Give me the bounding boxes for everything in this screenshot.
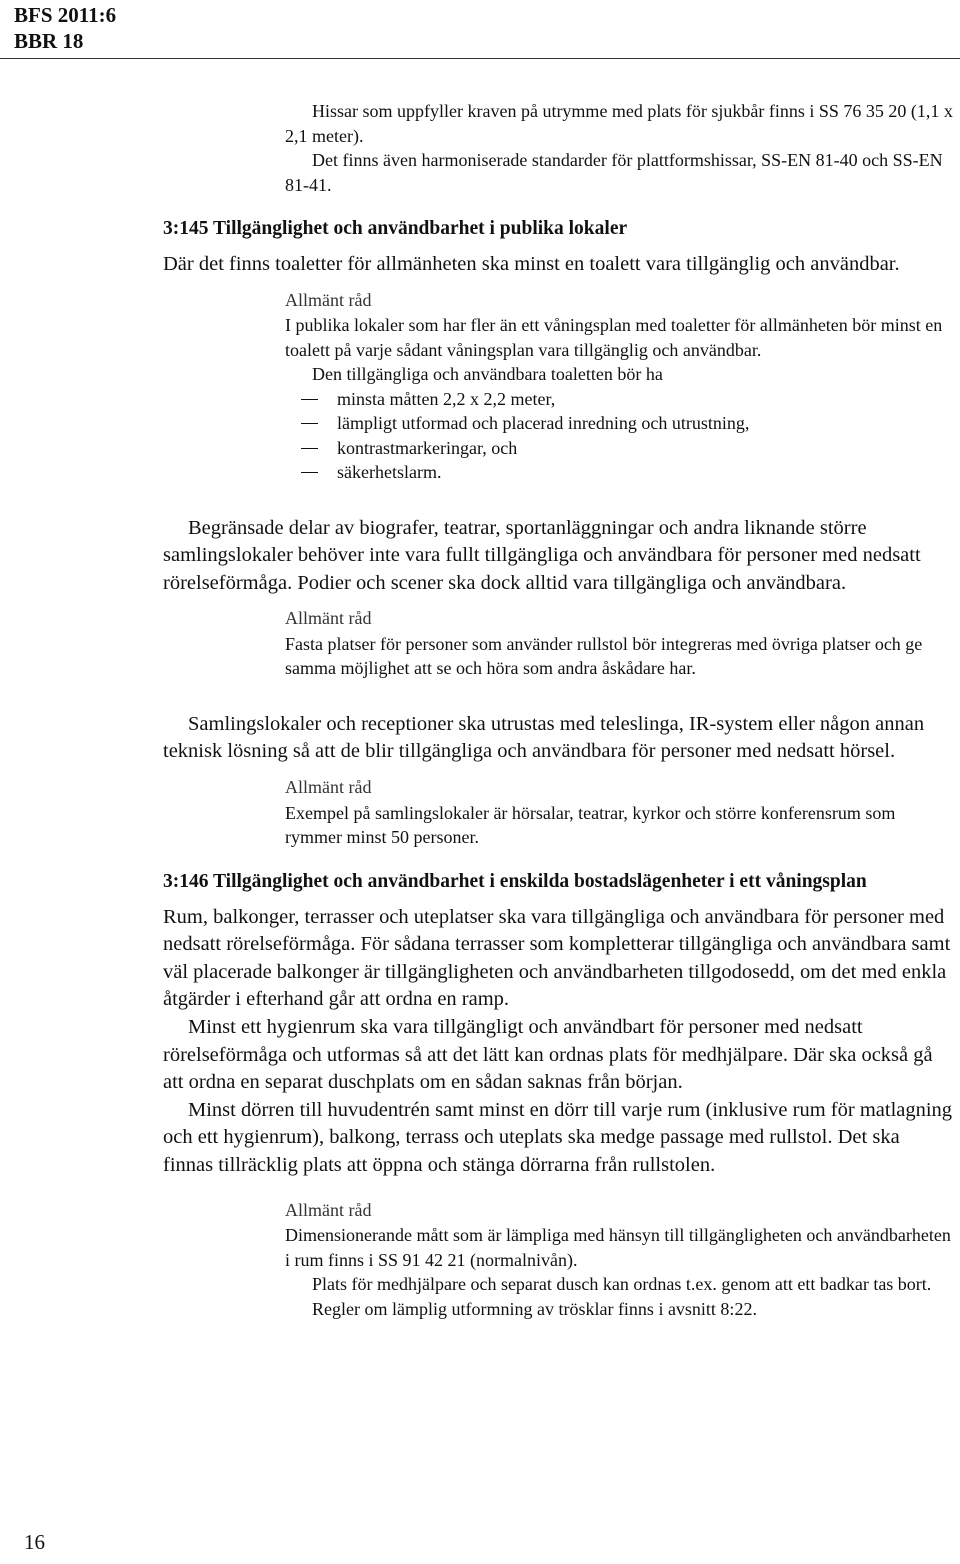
- list-item: minsta måtten 2,2 x 2,2 meter,: [285, 387, 953, 412]
- list-item: säkerhetslarm.: [285, 460, 953, 485]
- rule-paragraph: Rum, balkonger, terrasser och uteplatser ska vara tillgängliga och användbara för personer med nedsatt rörelseförmåga. För sådana terrasser som kompletterar tillgängliga och användbara samt väl placerade balkonger är tillgängligheten och användbarheten tillgodosedd, om det med enkla åtgärder i efterhand går att ordna en ramp.: [163, 905, 951, 1011]
- rule-paragraph: Minst ett hygienrum ska vara tillgängligt och användbart för personer med nedsatt rörelseförmåga och utformas så att det lätt kan ordnas plats för medhjälpare. Där ska också gå att ordna en separat duschplats om en sådan saknas från början.: [163, 1015, 933, 1094]
- section-heading: 3:145 Tillgänglighet och användbarhet i publika lokaler: [163, 218, 628, 239]
- rule-paragraph: Minst dörren till huvudentrén samt minst en dörr till varje rum (inklusive rum för matlagning och ett hygienrum), balkong, terrass och uteplats ska medge passage med rullstol. Det ska finnas tillräcklig plats att öppna och stänga dörrarna från rullstolen.: [163, 1098, 953, 1176]
- header-divider: [0, 58, 960, 59]
- page-content: [163, 99, 953, 1321]
- general-advice: [285, 606, 953, 681]
- rule-block: [163, 515, 953, 598]
- advice-continued: [285, 99, 953, 197]
- advice-paragraph: Dimensionerande mått som är lämpliga med hänsyn till tillgängligheten och användbarheten i rum finns i SS 91 42 21 (normalnivån).: [285, 1225, 951, 1270]
- general-advice: [285, 288, 953, 485]
- requirements-list: [285, 387, 953, 485]
- advice-paragraph: Fasta platser för personer som använder rullstol bör integreras med övriga platser och ge samma möjlighet att se och höra som andra åskådare har.: [285, 633, 923, 679]
- list-item: kontrastmarkeringar, och: [285, 436, 953, 461]
- page-header: [14, 2, 116, 54]
- advice-label: Allmänt råd: [285, 1199, 372, 1220]
- header-edition: BBR 18: [14, 29, 84, 53]
- general-advice: [285, 1198, 953, 1322]
- advice-paragraph: Det finns även harmoniserade standarder för plattformshissar, SS-EN 81-40 och SS-EN 81-41.: [285, 150, 943, 195]
- advice-paragraph: Regler om lämplig utformning av trösklar finns i avsnitt 8:22.: [312, 1298, 757, 1319]
- rule-paragraph: Samlingslokaler och receptioner ska utrustas med teleslinga, IR-system eller någon annan teknisk lösning så att de blir tillgängliga och användbara för personer med nedsatt hörsel.: [163, 712, 925, 763]
- advice-label: Allmänt råd: [285, 608, 372, 629]
- advice-paragraph: Plats för medhjälpare och separat dusch kan ordnas t.ex. genom att ett badkar tas bort.: [312, 1274, 932, 1294]
- header-code: BFS 2011:6: [14, 3, 117, 27]
- general-advice: [285, 775, 953, 850]
- advice-paragraph: Hissar som uppfyller kraven på utrymme med plats för sjukbår finns i SS 76 35 20 (1,1 x 2,1 meter).: [285, 101, 953, 146]
- advice-paragraph: I publika lokaler som har fler än ett våningsplan med toaletter för allmänheten bör minst en toalett på varje sådant våningsplan vara tillgänglig och användbar.: [285, 315, 943, 360]
- section-heading: 3:146 Tillgänglighet och användbarhet i enskilda bostadslägenheter i ett våningsplan: [163, 870, 867, 892]
- rule-block: [163, 711, 953, 766]
- advice-label: Allmänt råd: [285, 289, 372, 310]
- list-item: lämpligt utformad och placerad inredning och utrustning,: [285, 411, 953, 436]
- advice-label: Allmänt råd: [285, 777, 372, 798]
- section-3146: [163, 868, 953, 1180]
- rule-paragraph: Begränsade delar av biografer, teatrar, sportanläggningar och andra liknande större samlingslokaler behöver inte vara fullt tillgängliga och användbara för personer med nedsatt rörelseförmåga. Podier och scener ska dock alltid vara tillgängliga och användbara.: [163, 516, 921, 594]
- rule-paragraph: Där det finns toaletter för allmänheten ska minst en toalett vara tillgänglig och användbar.: [163, 253, 900, 275]
- advice-paragraph: Den tillgängliga och användbara toaletten bör ha: [312, 364, 663, 385]
- section-3145: [163, 215, 953, 279]
- page-number: 16: [24, 1530, 45, 1554]
- advice-paragraph: Exempel på samlingslokaler är hörsalar, teatrar, kyrkor och större konferensrum som rymmer minst 50 personer.: [285, 802, 896, 848]
